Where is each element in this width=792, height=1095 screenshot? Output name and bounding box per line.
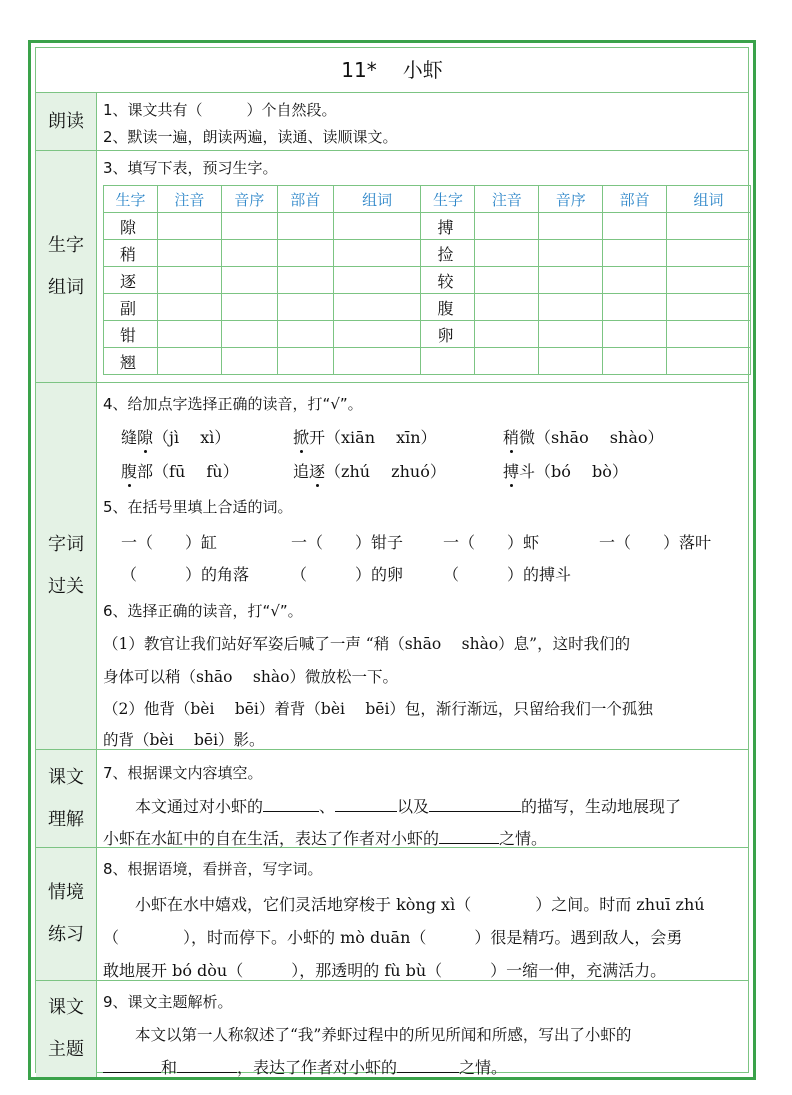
word-part: 斗: [519, 462, 536, 481]
q6-line[interactable]: （2）他背（bèi bēi）着背（bèi bēi）包，渐行渐远，只留给我们一个孤独: [103, 700, 653, 718]
input-cell[interactable]: [277, 213, 333, 240]
q4-item[interactable]: [293, 425, 437, 448]
input-cell[interactable]: [539, 321, 603, 348]
input-cell[interactable]: [157, 294, 221, 321]
input-cell[interactable]: [221, 348, 277, 375]
section-lijie: [36, 750, 748, 848]
q4-item[interactable]: [293, 459, 446, 482]
pinyin-options: （zhú zhuó）: [325, 462, 446, 481]
section-qingjing: [36, 848, 748, 981]
section-content: [97, 981, 748, 1077]
input-cell[interactable]: [277, 294, 333, 321]
answer-blank[interactable]: [439, 827, 499, 844]
question-6: 6、选择正确的读音，打“√”。: [103, 602, 303, 620]
q8-line[interactable]: （ ），时而停下。小虾的 mò duān（ ）很是精巧。遇到敌人，会勇: [103, 928, 683, 947]
char-cell: 隙: [104, 213, 158, 240]
table-row: [104, 267, 751, 294]
label-text: 朗读: [48, 110, 84, 132]
table-row: [104, 321, 751, 348]
input-cell[interactable]: [221, 321, 277, 348]
text: 本文通过对小虾的: [135, 797, 264, 816]
input-cell[interactable]: [667, 240, 751, 267]
char-cell: [421, 348, 475, 375]
input-cell[interactable]: [667, 321, 751, 348]
question-7: 7、根据课文内容填空。: [103, 764, 263, 782]
char-cell: 腹: [421, 294, 475, 321]
table-header: 部首: [277, 186, 333, 213]
section-content: [97, 750, 748, 847]
table-header: 音序: [539, 186, 603, 213]
table-row: [104, 348, 751, 375]
section-langdu: [36, 93, 748, 151]
section-zhuti: [36, 981, 748, 1077]
char-cell: 稍: [104, 240, 158, 267]
dotted-char: 隙: [137, 428, 154, 447]
text: ，表达了作者对小虾的: [237, 1058, 398, 1077]
input-cell[interactable]: [333, 294, 421, 321]
input-cell[interactable]: [603, 294, 667, 321]
label-text: 情境: [48, 882, 84, 903]
character-table: [103, 185, 751, 375]
input-cell[interactable]: [603, 240, 667, 267]
q4-item[interactable]: [121, 459, 239, 482]
char-cell: 卵: [421, 321, 475, 348]
input-cell[interactable]: [603, 321, 667, 348]
input-cell[interactable]: [667, 267, 751, 294]
word-part: 微: [519, 428, 536, 447]
input-cell[interactable]: [277, 267, 333, 294]
input-cell[interactable]: [475, 348, 539, 375]
answer-blank[interactable]: [429, 795, 521, 812]
table-header: 音序: [221, 186, 277, 213]
input-cell[interactable]: [539, 213, 603, 240]
section-content: [97, 383, 748, 749]
section-ciyu: [36, 383, 748, 750]
q8-line[interactable]: 小虾在水中嬉戏，它们灵活地穿梭于 kòng xì（ ）之间。时而 zhuī zhú: [135, 895, 705, 914]
answer-blank[interactable]: [335, 795, 397, 812]
pinyin-options: （fū fù）: [153, 462, 239, 481]
text: 的描写，生动地展现了: [521, 797, 682, 816]
q1-text-b: ）个自然段。: [246, 101, 337, 119]
question-8: 8、根据语境，看拼音，写字词。: [103, 860, 323, 878]
table-row: [104, 213, 751, 240]
input-cell[interactable]: [157, 348, 221, 375]
input-cell[interactable]: [603, 213, 667, 240]
input-cell[interactable]: [667, 348, 751, 375]
table-header: 组词: [667, 186, 751, 213]
section-label: [36, 981, 97, 1077]
section-content: [97, 93, 748, 150]
char-cell: 翘: [104, 348, 158, 375]
text: 和: [161, 1058, 178, 1077]
answer-blank[interactable]: [177, 1056, 237, 1073]
section-label: [36, 93, 97, 150]
text: 、: [319, 797, 336, 816]
question-3: 3、填写下表，预习生字。: [103, 159, 278, 177]
fill-blank[interactable]: （ ）的角落: [121, 565, 250, 584]
input-cell[interactable]: [333, 213, 421, 240]
q6-line[interactable]: 的背（bèi bēi）影。: [103, 731, 265, 749]
section-label: [36, 750, 97, 847]
table-row: [104, 240, 751, 267]
text: 小虾在水缸中的自在生活，表达了作者对小虾的: [103, 829, 440, 848]
input-cell[interactable]: [475, 240, 539, 267]
table-header: 组词: [333, 186, 421, 213]
text: 之情。: [459, 1058, 508, 1077]
dotted-char: 稍: [503, 428, 520, 447]
input-cell[interactable]: [277, 321, 333, 348]
q6-line[interactable]: （1）教官让我们站好军姿后喊了一声 “稍（shāo shào）息”，这时我们的: [103, 635, 631, 653]
dotted-char: 掀: [293, 428, 310, 447]
input-cell[interactable]: [667, 213, 751, 240]
table-header: 生字: [421, 186, 475, 213]
page-title: [36, 48, 748, 93]
input-cell[interactable]: [333, 348, 421, 375]
input-cell[interactable]: [221, 267, 277, 294]
section-content: [97, 848, 748, 980]
section-label: [36, 848, 97, 980]
table-header: 部首: [603, 186, 667, 213]
input-cell[interactable]: [333, 267, 421, 294]
input-cell[interactable]: [667, 294, 751, 321]
lesson-number: 11*: [341, 58, 377, 82]
q4-item[interactable]: [503, 459, 628, 482]
input-cell[interactable]: [221, 240, 277, 267]
lesson-title: 小虾: [402, 58, 443, 82]
dotted-char: 搏: [503, 462, 520, 481]
input-cell[interactable]: [475, 321, 539, 348]
label-text: 练习: [48, 924, 84, 945]
input-cell[interactable]: [475, 267, 539, 294]
char-cell: 逐: [104, 267, 158, 294]
char-cell: 捡: [421, 240, 475, 267]
input-cell[interactable]: [277, 348, 333, 375]
label-text: 课文: [48, 766, 84, 788]
section-shengzi: [36, 151, 748, 383]
q9-line-2: [103, 1055, 742, 1078]
fill-blank[interactable]: （ ）的卵: [291, 565, 404, 584]
answer-blank[interactable]: [397, 1056, 459, 1073]
fill-blank[interactable]: 一（ ）钳子: [291, 533, 404, 552]
char-cell: 较: [421, 267, 475, 294]
input-cell[interactable]: [539, 294, 603, 321]
answer-blank[interactable]: [263, 795, 319, 812]
q4-item[interactable]: [503, 425, 664, 448]
question-5: 5、在括号里填上合适的词。: [103, 498, 293, 516]
table-header: 注音: [475, 186, 539, 213]
section-label: [36, 151, 97, 382]
text: 以及: [397, 797, 430, 816]
word-part: 追: [293, 462, 310, 481]
fill-blank[interactable]: 一（ ）缸: [121, 533, 218, 552]
word-part: 部: [137, 462, 154, 481]
q1-text-a: 1、课文共有（: [103, 101, 203, 119]
input-cell[interactable]: [603, 348, 667, 375]
fill-blank[interactable]: 一（ ）落叶: [599, 533, 712, 552]
input-cell[interactable]: [539, 240, 603, 267]
section-content: [97, 151, 748, 382]
q7-line-2: [103, 826, 742, 849]
table-row: [104, 294, 751, 321]
text: 之情。: [499, 829, 548, 848]
word-part: 缝: [121, 428, 138, 447]
input-cell[interactable]: [157, 321, 221, 348]
word-part: 开: [309, 428, 326, 447]
question-1: [103, 99, 337, 120]
input-cell[interactable]: [157, 267, 221, 294]
dotted-char: 逐: [309, 462, 326, 481]
pinyin-options: （shāo shào）: [535, 428, 664, 447]
char-cell: 副: [104, 294, 158, 321]
label-text: 课文: [48, 997, 84, 1018]
q7-line-1: [103, 794, 742, 817]
worksheet-inner: [35, 47, 749, 1077]
input-cell[interactable]: [603, 267, 667, 294]
worksheet-frame: [28, 40, 756, 1080]
label-text: 字词: [48, 534, 84, 555]
pinyin-options: （jì xì）: [153, 428, 231, 447]
table-header: 注音: [157, 186, 221, 213]
input-cell[interactable]: [475, 213, 539, 240]
input-cell[interactable]: [277, 240, 333, 267]
pinyin-options: （xiān xīn）: [325, 428, 437, 447]
table-header-row: [104, 186, 751, 213]
section-label: [36, 383, 97, 749]
input-cell[interactable]: [157, 240, 221, 267]
input-cell[interactable]: [539, 267, 603, 294]
q6-line[interactable]: 身体可以稍（shāo shào）微放松一下。: [103, 668, 398, 686]
input-cell[interactable]: [539, 348, 603, 375]
label-text: 主题: [48, 1039, 84, 1060]
label-text: 理解: [48, 808, 84, 830]
q4-item[interactable]: [121, 425, 230, 448]
question-2: 2、默读一遍，朗读两遍，读通、读顺课文。: [103, 128, 398, 146]
label-text: 组词: [48, 276, 84, 298]
answer-blank[interactable]: [103, 1056, 161, 1073]
input-cell[interactable]: [475, 294, 539, 321]
fill-blank[interactable]: （ ）的搏斗: [443, 565, 572, 584]
question-9: 9、课文主题解析。: [103, 993, 233, 1011]
input-cell[interactable]: [157, 213, 221, 240]
dotted-char: 腹: [121, 462, 138, 481]
input-cell[interactable]: [333, 240, 421, 267]
input-cell[interactable]: [333, 321, 421, 348]
q9-line-1: 本文以第一人称叙述了“我”养虾过程中的所见所闻和所感，写出了小虾的: [135, 1026, 632, 1044]
char-cell: 搏: [421, 213, 475, 240]
fill-blank[interactable]: 一（ ）虾: [443, 533, 540, 552]
label-text: 过关: [48, 576, 84, 597]
q8-line[interactable]: 敢地展开 bó dòu（ ），那透明的 fù bù（ ）一缩一伸，充满活力。: [103, 961, 667, 980]
table-header: 生字: [104, 186, 158, 213]
input-cell[interactable]: [221, 213, 277, 240]
label-text: 生字: [48, 234, 84, 256]
char-cell: 钳: [104, 321, 158, 348]
input-cell[interactable]: [221, 294, 277, 321]
pinyin-options: （bó bò）: [535, 462, 628, 481]
question-4: 4、给加点字选择正确的读音，打“√”。: [103, 395, 363, 413]
